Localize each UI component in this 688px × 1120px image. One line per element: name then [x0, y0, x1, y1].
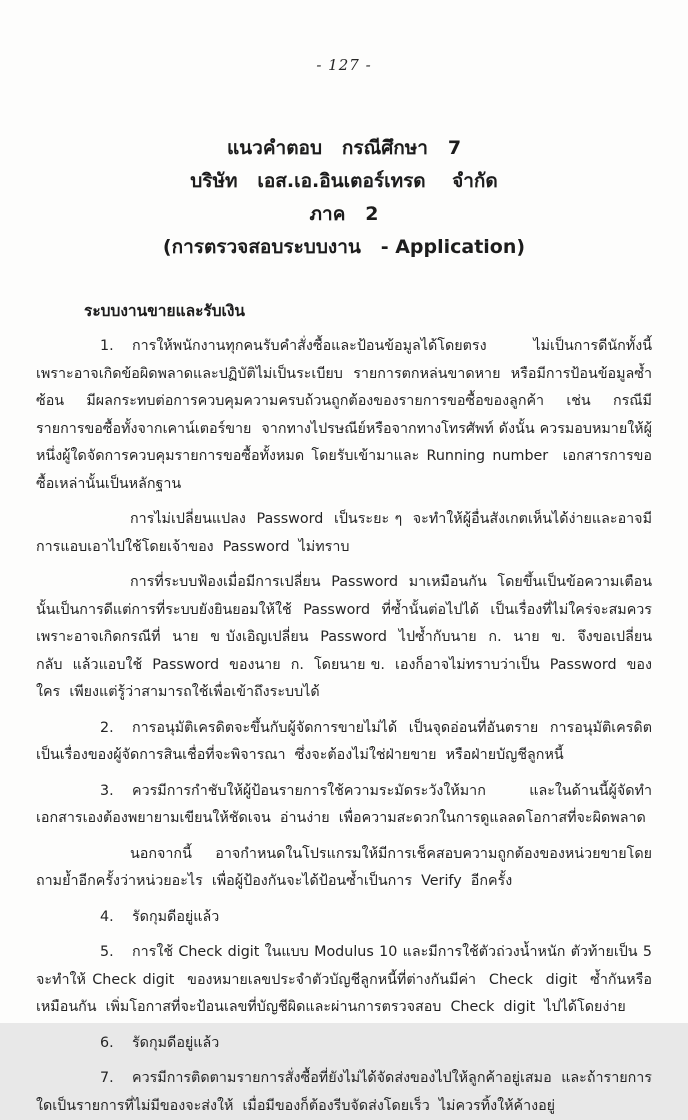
paragraph-text: การให้พนักงานทุกคนรับคำสั่งซื้อและป้อนข้อมูลได้โดยตรง ไม่เป็นการดีนักทั้งนี้ เพราะอาจเกิดข้อผิดพลาดและปฏิบัติไม่เป็นระเบียบ รายการตกหล่นขาดหาย หรือมีการป้อนข้อมูลซ้ำซ้อน มีผลกระทบต่อการควบคุมความครบถ้วนถูกต้องของรายการขอซื้อของลูกค้า เช่น กรณีมีรายการขอซื้อทั้งจากเคาน์เตอร์ขาย จากทางไปรษณีย์หรือจากทางโทรศัพท์ ดังนั้น ควรมอบหมายให้ผู้หนึ่งผู้ใดจัดการควบคุมรายการขอซื้อทั้งหมด โดยรับเข้ามาและ Running number เอกสารการขอซื้อเหล่านั้นเป็นหลักฐาน [36, 338, 662, 492]
paragraph-text: การที่ระบบฟ้องเมื่อมีการเปลี่ยน Password มาเหมือนกัน โดยขึ้นเป็นข้อความเตือนนั้นเป็นการดีแต่การที่ระบบยังยินยอมให้ใช้ Password ที่ซ้ำนั้นต่อไปได้ เป็นเรื่องที่ไม่ใคร่จะสมควร เพราะอาจเกิดกรณีที่ นาย ข บังเอิญเปลี่ยน Password ไปซ้ำกับนาย ก. นาย ข. จึงขอเปลี่ยนกลับ แล้วแอบใช้ Password ของนาย ก. โดยนาย ข. เองก็อาจไม่ทราบว่าเป็น Password ของใคร เพียงแต่รู้ว่าสามารถใช้เพื่อเข้าถึงระบบได้ [36, 574, 662, 700]
paragraph-text: การไม่เปลี่ยนแปลง Password เป็นระยะ ๆ จะทำให้ผู้อื่นสังเกตเห็นได้ง่ายและอาจมีการแอบเอาไปใช้โดยเจ้าของ Password ไม่ทราบ [36, 511, 652, 555]
paragraph-text: ควรมีการติดตามรายการสั่งซื้อที่ยังไม่ได้จัดส่งของไปให้ลูกค้าอยู่เสมอ และถ้ารายการใดเป็นรายการที่ไม่มีของจะส่งให้ เมื่อมีของก็ต้องรีบจัดส่งโดยเร็ว ไม่ควรทิ้งให้ค้างอยู่ [36, 1070, 652, 1114]
paragraph [36, 939, 657, 1022]
paragraph [36, 569, 662, 707]
document-title-line-4: (การตรวจสอบระบบงาน - Application) [162, 236, 526, 258]
paragraph [36, 1065, 652, 1120]
title-block [36, 132, 652, 264]
section-heading: ระบบงานขายและรับเงิน [84, 302, 246, 320]
paragraph [36, 506, 652, 561]
paragraph [36, 1030, 652, 1058]
paragraph-text: รัดกุมดีอยู่แล้ว [132, 908, 220, 925]
paragraph [36, 715, 652, 770]
paragraph [36, 778, 652, 833]
document-title-line-2: บริษัท เอส.เอ.อินเตอร์เทรด จำกัด [190, 170, 498, 192]
paragraph-number: 3. [100, 782, 114, 799]
paragraph-text: ควรมีการกำชับให้ผู้ป้อนรายการใช้ความระมัดระวังให้มาก และในด้านนี้ผู้จัดทำเอกสารเองต้องพยายามเขียนให้ชัดเจน อ่านง่าย เพื่อความสะดวกในการดูแลลดโอกาสที่จะผิดพลาด [36, 782, 652, 826]
paragraph-number: 1. [100, 338, 114, 354]
paragraph-text: รัดกุมดีอยู่แล้ว [132, 1034, 220, 1051]
paragraph [36, 841, 652, 896]
paragraph-number: 5. [100, 944, 114, 960]
paragraph [36, 904, 652, 932]
paragraph-number: 7. [100, 1070, 114, 1086]
page-number: - 127 - [316, 56, 372, 74]
paragraph-number: 2. [100, 719, 114, 736]
paragraph-text: การอนุมัติเครดิตจะขึ้นกับผู้จัดการขายไม่ได้ เป็นจุดอ่อนที่อันตราย การอนุมัติเครดิตเป็นเรื่องของผู้จัดการสินเชื่อที่จะพิจารณา ซึ่งจะต้องไม่ใช่ฝ่ายขาย หรือฝ่ายบัญชีลูกหนี้ [36, 719, 652, 763]
paragraph-text: การใช้ Check digit ในแบบ Modulus 10 และมีการใช้ตัวถ่วงน้ำหนัก ตัวท้ายเป็น 5 จะทำให้ Check digit ของหมายเลขประจำตัวบัญชีลูกหนี้ที่ต่างกันมีค่า Check digit ซ้ำกันหรือเหมือนกัน เพิ่มโอกาสที่จะป้อนเลขที่บัญชีผิดและผ่านการตรวจสอบ Check digit ไปได้โดยง่าย [36, 944, 657, 1015]
paragraph-text: นอกจากนี้ อาจกำหนดในโปรแกรมให้มีการเช็คสอบความถูกต้องของหน่วยขายโดยถามย้ำอีกครั้งว่าหน่วยอะไร เพื่อผู้ป้องกันจะได้ป้อนซ้ำเป็นการ Verify อีกครั้ง [36, 845, 652, 889]
paragraphs [36, 333, 662, 1120]
paragraph [36, 333, 662, 498]
paragraph-number: 6. [100, 1034, 114, 1051]
document-title-line-3: ภาค 2 [309, 203, 379, 225]
paragraph-number: 4. [100, 908, 114, 925]
document-title-line-1: แนวคำตอบ กรณีศึกษา 7 [226, 137, 462, 159]
